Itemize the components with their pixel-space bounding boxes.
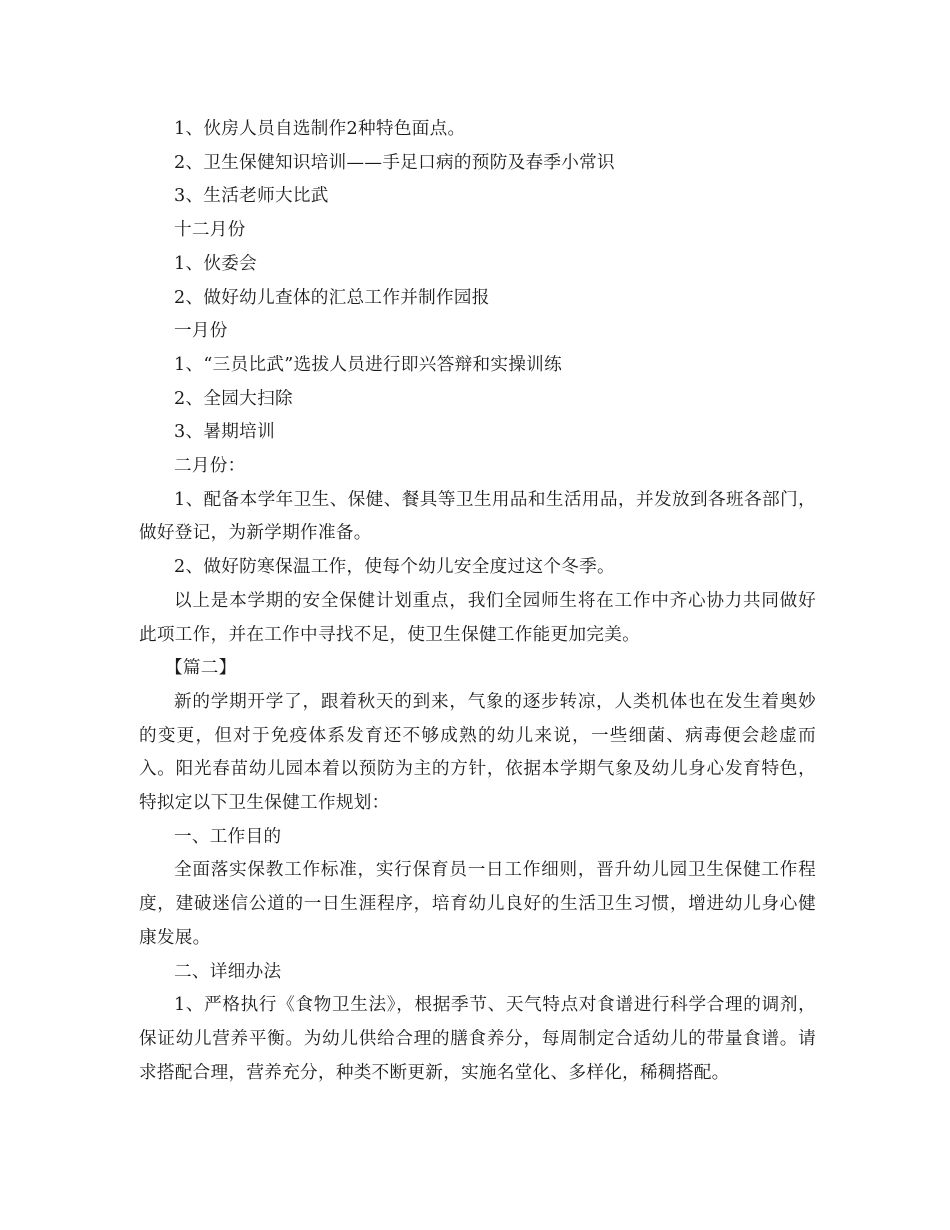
paragraph: 2、做好幼儿查体的汇总工作并制作园报 <box>174 287 490 308</box>
paragraph: 1、“三员比武”选拔人员进行即兴答辩和实操训练 <box>174 354 562 375</box>
paragraph: 全面落实保教工作标准，实行保育员一日工作细则，晋升幼儿园卫生保健工作程度，建破迷信公道的一日生涯程序，培育幼儿良好的生活卫生习惯，增进幼儿身心健康发展。 <box>139 860 816 948</box>
subsection-heading: 一、工作目的 <box>174 826 282 847</box>
section-heading: 【篇二】 <box>165 658 237 679</box>
paragraph: 3、暑期培训 <box>174 422 275 443</box>
paragraph: 2、做好防寒保温工作，使每个幼儿安全度过这个冬季。 <box>174 557 615 578</box>
month-heading: 二月份： <box>174 456 246 477</box>
subsection-heading: 二、详细办法 <box>174 961 282 982</box>
month-heading: 十二月份 <box>174 220 246 241</box>
paragraph: 1、伙房人员自选制作2种特色面点。 <box>174 119 466 139</box>
paragraph: 2、全园大扫除 <box>174 388 293 409</box>
paragraph: 3、生活老师大比武 <box>174 186 329 207</box>
paragraph: 新的学期开学了，跟着秋天的到来，气象的逐步转凉，人类机体也在发生着奥妙的变更，但对于免疫体系发育还不够成熟的幼儿来说，一些细菌、病毒便会趁虚而入。阳光春苗幼儿园本着以预防为主的方针，依据本学期气象及幼儿身心发育特色，特拟定以下卫生保健工作规划： <box>139 691 816 814</box>
paragraph: 1、伙委会 <box>174 253 258 274</box>
paragraph: 1、严格执行《食物卫生法》，根据季节、天气特点对食谱进行科学合理的调剂，保证幼儿营养平衡。为幼儿供给合理的膳食养分，每周制定合适幼儿的带量食谱。请求搭配合理，营养充分，种类不断更新，实施名堂化、多样化，稀稠搭配。 <box>139 995 816 1083</box>
paragraph: 2、卫生保健知识培训——手足口病的预防及春季小常识 <box>174 152 615 173</box>
paragraph: 以上是本学期的安全保健计划重点，我们全园师生将在工作中齐心协力共同做好此项工作，并在工作中寻找不足，使卫生保健工作能更加完美。 <box>139 590 816 645</box>
document-body <box>139 113 816 1090</box>
paragraph: 1、配备本学年卫生、保健、餐具等卫生用品和生活用品，并发放到各班各部门，做好登记，为新学期作准备。 <box>139 489 816 544</box>
month-heading: 一月份 <box>174 321 228 342</box>
